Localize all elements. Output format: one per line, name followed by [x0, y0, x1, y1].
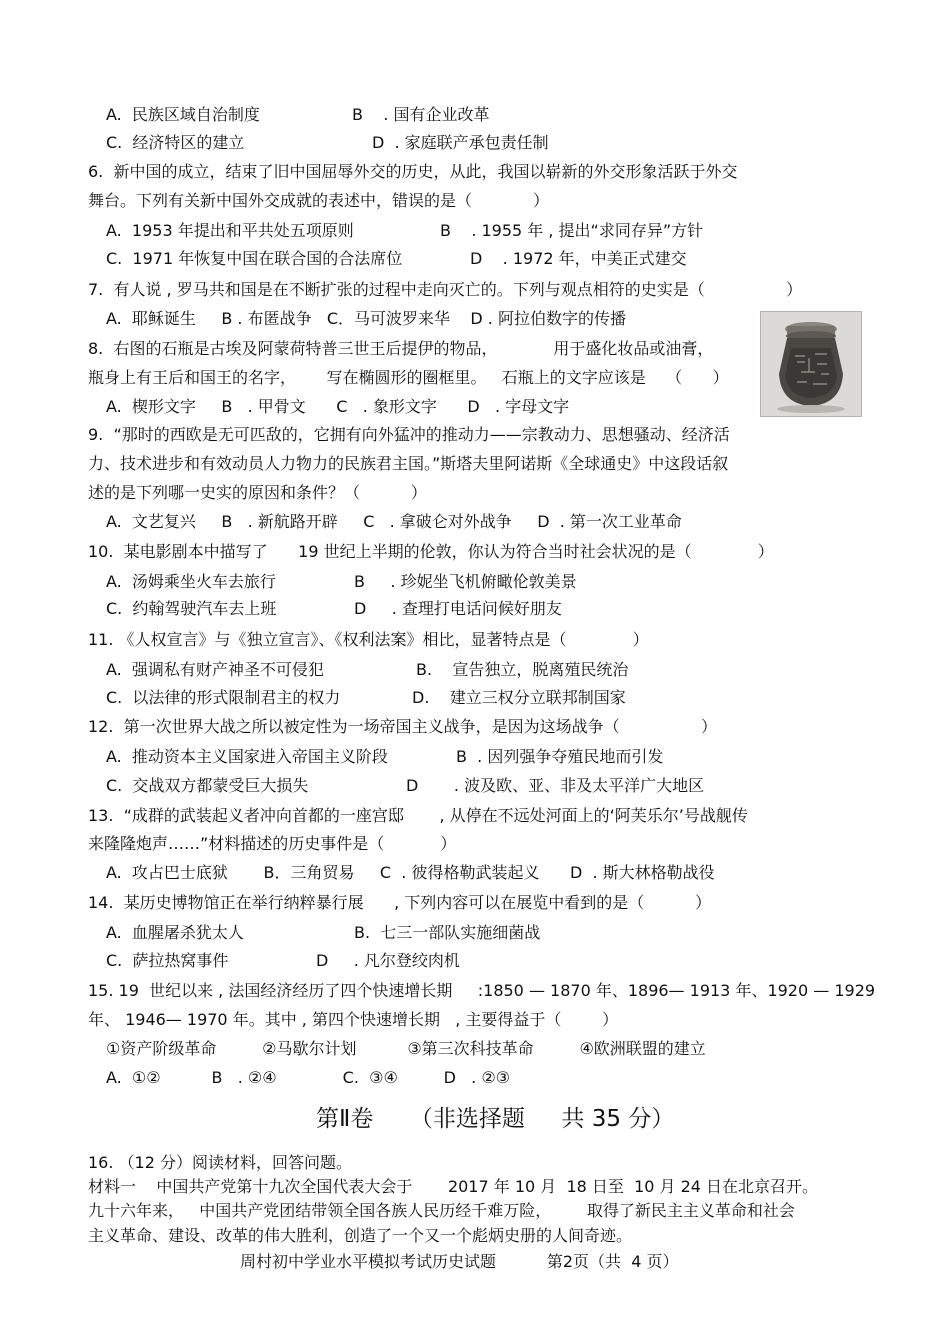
q7-options: A. 耶稣诞生 B . 布匿战争 C．马可波罗来华 D . 阿拉伯数字的传播 — [106, 309, 626, 328]
q10-option-b: B . 珍妮坐飞机俯瞰伦敦美景 — [354, 572, 577, 591]
q14-option-c: C. 萨拉热窝事件 — [106, 951, 229, 970]
section-2-title: 第Ⅱ卷 （非选择题 共 35 分） — [316, 1106, 675, 1132]
q16-material1-line1: 材料一 中国共产党第十九次全国代表大会于 2017 年 10 月 18 日至 10 月 24 日在北京召开。 — [88, 1177, 819, 1196]
q11-option-a: A. 强调私有财产神圣不可侵犯 — [106, 660, 324, 679]
q11-option-c: C. 以法律的形式限制君主的权力 — [106, 688, 341, 707]
q9-stem-line2: 力、技术进步和有效动员人力物力的民族君主国。”斯塔夫里阿诺斯《全球通史》中这段话叙 — [88, 454, 729, 473]
q11-option-b: B. 宣告独立，脱离殖民统治 — [416, 660, 629, 679]
q14-option-b: B. 七三一部队实施细菌战 — [354, 923, 541, 942]
q8-stem-line2: 瓶身上有王后和国王的名字， 写在椭圆形的圈框里。 石瓶上的文字应该是 （ ） — [88, 368, 729, 387]
q15-options: A. ①② B . ②④ C. ③④ D . ②③ — [106, 1068, 511, 1087]
q10-option-c: C. 约翰驾驶汽车去上班 — [106, 599, 277, 618]
q13-stem-line1: 13. “成群的武装起义者冲向首都的一座宫邸 , 从停在不远处河面上的‘阿芙乐尔’号战舰传 — [88, 806, 748, 825]
q11-option-d: D. 建立三权分立联邦制国家 — [412, 688, 626, 707]
q15-stem-line1: 15. 19 世纪以来 , 法国经济经历了四个快速增长期 :1850 — 1870 年、1896— 1913 年、1920 — 1929 — [88, 981, 876, 1000]
q13-stem-line2: 来隆隆炮声……”材料描述的历史事件是（ ） — [88, 834, 457, 853]
q5-option-a: A. 民族区域自治制度 — [106, 105, 260, 124]
q12-stem: 12. 第一次世界大战之所以被定性为一场帝国主义战争，是因为这场战争（ ） — [88, 717, 717, 736]
q12-option-d: D . 波及欧、亚、非及太平洋广大地区 — [406, 776, 705, 795]
q16-stem: 16. （12 分）阅读材料，回答问题。 — [88, 1153, 352, 1172]
q15-stem-line2: 年、 1946— 1970 年。其中 , 第四个快速增长期 , 主要得益于（ ） — [88, 1010, 619, 1029]
q9-stem-line1: 9. “那时的西欧是无可匹敌的，它拥有向外猛冲的推动力——宗教动力、思想骚动、经济活 — [88, 425, 730, 444]
q14-option-d: D . 凡尔登绞肉机 — [316, 951, 460, 970]
q7-stem: 7. 有人说 , 罗马共和国是在不断扩张的过程中走向灭亡的。下列与观点相符的史实是（ ） — [88, 280, 803, 299]
q8-stem-line1: 8. 右图的石瓶是古埃及阿蒙荷特普三世王后提伊的物品， 用于盛化妆品或油膏， — [88, 339, 714, 358]
q12-option-c: C. 交战双方都蒙受巨大损失 — [106, 776, 309, 795]
q13-options: A. 攻占巴士底狱 B．三角贸易 C . 彼得格勒武装起义 D . 斯大林格勒战役 — [106, 863, 715, 882]
q9-options: A. 文艺复兴 B . 新航路开辟 C . 拿破仑对外战争 D . 第一次工业革命 — [106, 512, 682, 531]
q6-option-b: B . 1955 年 , 提出“求同存异”方针 — [440, 221, 704, 240]
q5-option-c: C. 经济特区的建立 — [106, 133, 245, 152]
q14-option-a: A. 血腥屠杀犹太人 — [106, 923, 244, 942]
q5-option-b: B . 国有企业改革 — [352, 105, 490, 124]
q5-option-d: D . 家庭联产承包责任制 — [372, 133, 549, 152]
q12-option-b: B . 因列强争夺殖民地而引发 — [456, 747, 664, 766]
q6-stem-line1: 6. 新中国的成立，结束了旧中国屈辱外交的历史，从此，我国以崭新的外交形象活跃于外交 — [88, 162, 738, 181]
q10-option-d: D . 查理打电话问候好朋友 — [354, 599, 562, 618]
q16-material1-line2: 九十六年来， 中国共产党团结带领全国各族人民历经千难万险， 取得了新民主主义革命和社会 — [88, 1201, 795, 1220]
stone-vase-icon — [761, 312, 861, 416]
q12-option-a: A. 推动资本主义国家进入帝国主义阶段 — [106, 747, 388, 766]
q10-stem: 10. 某电影剧本中描写了 19 世纪上半期的伦敦，你认为符合当时社会状况的是（ ） — [88, 542, 774, 561]
q6-option-d: D . 1972 年，中美正式建交 — [470, 249, 687, 268]
q6-option-a: A. 1953 年提出和平共处五项原则 — [106, 221, 354, 240]
q10-option-a: A. 汤姆乘坐火车去旅行 — [106, 572, 276, 591]
q15-items: ①资产阶级革命 ②马歇尔计划 ③第三次科技革命 ④欧洲联盟的建立 — [106, 1039, 706, 1058]
q11-stem: 11. 《人权宣言》与《独立宣言》、《权利法案》相比，显著特点是（ ） — [88, 630, 649, 649]
page-footer: 周村初中学业水平模拟考试历史试题 第2页（共 4 页） — [240, 1252, 679, 1271]
stone-vase-image — [760, 311, 862, 417]
q16-material1-line3: 主义革命、建设、改革的伟大胜利，创造了一个又一个彪炳史册的人间奇迹。 — [88, 1226, 633, 1245]
q6-stem-line2: 舞台。下列有关新中国外交成就的表述中，错误的是（ ） — [88, 191, 550, 210]
q14-stem: 14. 某历史博物馆正在举行纳粹暴行展 , 下列内容可以在展览中看到的是（ ） — [88, 893, 712, 912]
q6-option-c: C. 1971 年恢复中国在联合国的合法席位 — [106, 249, 403, 268]
q8-options: A. 楔形文字 B . 甲骨文 C . 象形文字 D . 字母文字 — [106, 397, 570, 416]
q9-stem-line3: 述的是下列哪一史实的原因和条件？（ ） — [88, 483, 427, 502]
